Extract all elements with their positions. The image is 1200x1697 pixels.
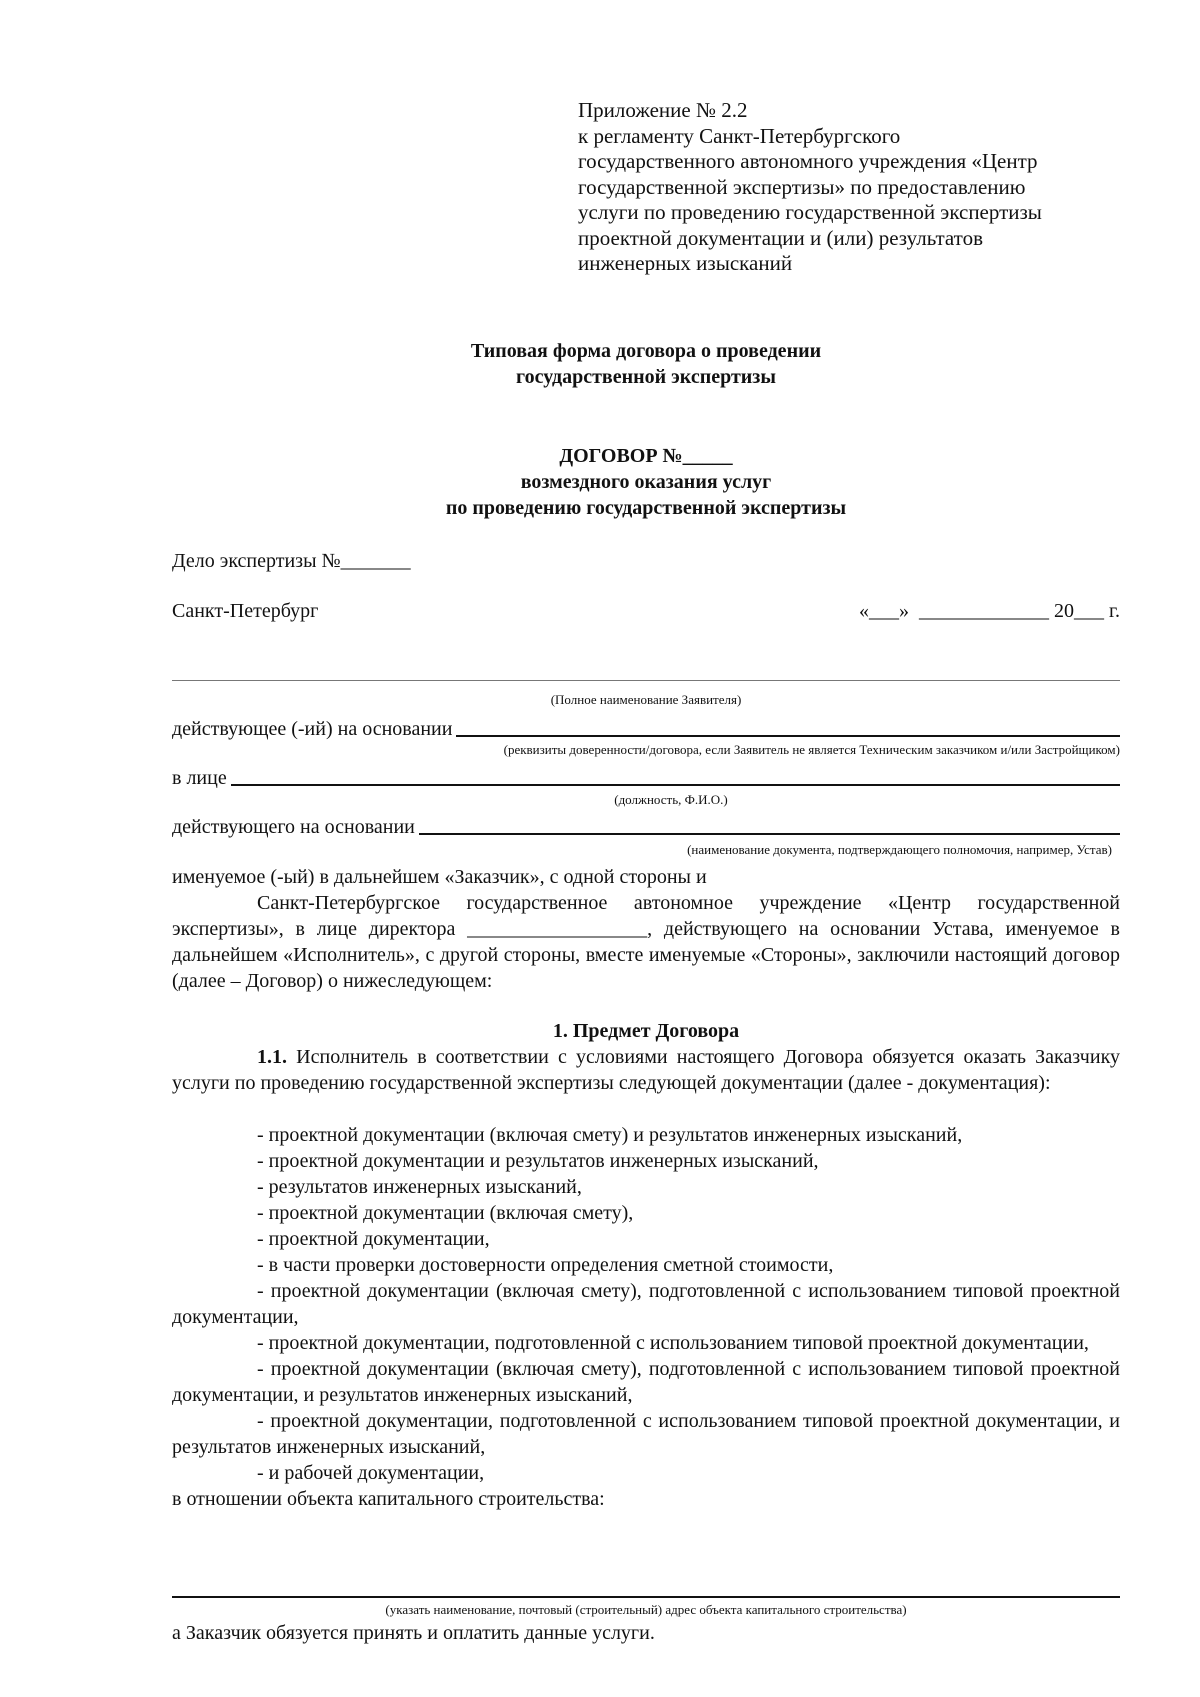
acting-on-label: действующего на основании (172, 816, 415, 838)
appendix-line: Приложение № 2.2 (578, 98, 748, 122)
acting-basis-caption: (реквизиты доверенности/договора, если Заявитель не является Техническим заказчиком и/или Застройщиком) (503, 742, 1120, 757)
applicant-caption: (Полное наименование Заявителя) (550, 692, 742, 707)
in-person-label: в лице (172, 767, 227, 789)
acting-basis-label: действующее (-ий) на основании (172, 718, 453, 740)
appendix-line: услуги по проведению государственной экспертизы (578, 200, 1042, 224)
list-item: - проектной документации (включая смету), подготовленной с использованием типовой проектной документации, (172, 1280, 1120, 1328)
list-item: - проектной документации, подготовленной с использованием типовой проектной документации, (257, 1332, 1089, 1354)
named-customer: именуемое (-ый) в дальнейшем «Заказчик», с одной стороны и (172, 866, 707, 888)
acting-on-field (419, 833, 1120, 835)
object-line: в отношении объекта капитального строительства: (172, 1488, 605, 1510)
clause-text: Исполнитель в соответствии с условиями настоящего Договора обязуется оказать Заказчику услуги по проведению государственной экспертизы следующей документации (далее - документация): (172, 1046, 1120, 1094)
list-item: - и рабочей документации, (257, 1462, 485, 1484)
acting-on-row (172, 814, 1120, 840)
acting-basis-row (172, 716, 1120, 742)
object-name-field (172, 1596, 1120, 1598)
city: Санкт-Петербург (172, 600, 319, 622)
list-item: - проектной документации (включая смету), подготовленной с использованием типовой проектной документации, и результатов инженерных изысканий, (172, 1358, 1120, 1406)
in-person-field (231, 784, 1120, 786)
clause-number: 1.1. (257, 1046, 287, 1068)
executor-paragraph: Санкт-Петербургское государственное автономное учреждение «Центр государственной экспертизы», в лице директора __________________, действующего на основании Устава, именуемое в дальнейшем «Исполнитель», с другой стороны, вместе именуемые «Стороны», заключили настоящий договор (далее – Договор) о нижеследующем: (172, 892, 1120, 992)
contract-title-line: возмездного оказания услуг (520, 471, 772, 493)
form-title-line: Типовая форма договора о проведении (470, 340, 822, 362)
contract-title-line: ДОГОВОР №_____ (559, 445, 733, 467)
contract-title-line: по проведению государственной экспертизы (445, 497, 847, 519)
acting-basis-field (456, 735, 1120, 737)
clause-1-1 (172, 1044, 1120, 1096)
list-item: - проектной документации, подготовленной с использованием типовой проектной документации, и результатов инженерных изысканий, (172, 1410, 1120, 1458)
list-item: - проектной документации (включая смету) и результатов инженерных изысканий, (257, 1124, 963, 1146)
acting-on-caption: (наименование документа, подтверждающего полномочия, например, Устав) (687, 842, 1112, 857)
list-item: - результатов инженерных изысканий, (257, 1176, 582, 1198)
section-1-title: 1. Предмет Договора (552, 1020, 740, 1042)
appendix-line: инженерных изысканий (578, 251, 793, 275)
appendix-line: государственного автономного учреждения «Центр (578, 149, 1038, 173)
appendix-line: проектной документации и (или) результатов (578, 225, 983, 250)
list-item: - проектной документации (включая смету), (257, 1202, 634, 1224)
form-title (172, 338, 1120, 390)
appendix-line: государственной экспертизы» по предоставлению (578, 174, 1026, 199)
appendix-line: к регламенту Санкт-Петербургского (578, 123, 901, 148)
case-number: Дело экспертизы №_______ (172, 550, 411, 572)
documentation-list (172, 1122, 1120, 1512)
final-line: а Заказчик обязуется принять и оплатить данные услуги. (172, 1622, 655, 1644)
appendix-block (578, 98, 1138, 277)
object-caption: (указать наименование, почтовый (строительный) адрес объекта капитального строительства) (385, 1602, 907, 1617)
applicant-name-field (172, 680, 1120, 681)
in-person-caption: (должность, Ф.И.О.) (614, 792, 728, 807)
list-item: - проектной документации и результатов инженерных изысканий, (257, 1150, 819, 1172)
list-item: - в части проверки достоверности определения сметной стоимости, (257, 1254, 834, 1276)
in-person-row (172, 765, 1120, 791)
list-item: - проектной документации, (257, 1228, 490, 1250)
contract-title (172, 443, 1120, 521)
form-title-line: государственной экспертизы (516, 366, 776, 388)
contract-date: «___» _____________ 20___ г. (859, 600, 1120, 622)
